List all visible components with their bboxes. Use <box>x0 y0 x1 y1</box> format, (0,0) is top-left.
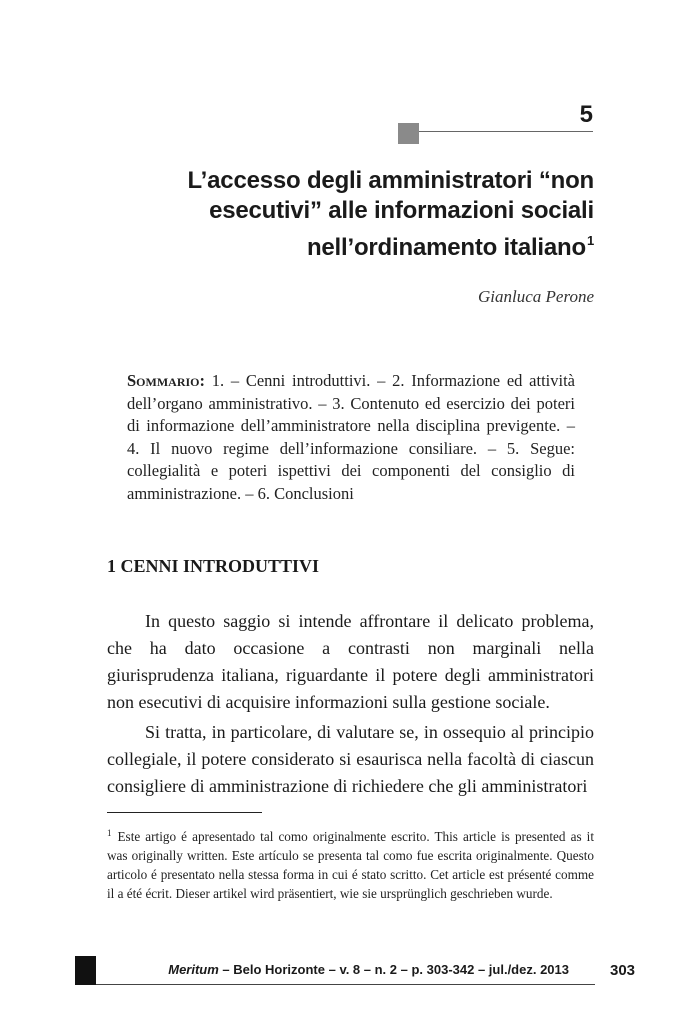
summary-text: 1. – Cenni introduttivi. – 2. Informazione ed attività dell’organo amministrativo. – 3. Contenuto ed esercizio dei poteri di informazione dell’amministratore nella disciplina previgente. – 4. Il nuovo regime dell’informazione consiliare. – 5. Segue: collegialità e poteri ispettivi dei componenti del consiglio di amministrazione. – 6. Conclusioni <box>127 371 575 503</box>
footer-marker-block <box>75 956 96 985</box>
chapter-marker-block <box>398 123 419 144</box>
title-line-1: L’accesso degli amministratori “non <box>187 167 594 194</box>
title-line-3 <box>134 226 594 263</box>
footer-rule <box>96 984 595 985</box>
summary <box>127 370 575 505</box>
author-name: Gianluca Perone <box>478 287 594 306</box>
title-footnote-ref[interactable]: 1 <box>586 233 594 248</box>
journal-name: Meritum <box>168 962 219 977</box>
footnote-mark: 1 <box>107 828 112 838</box>
body-text <box>107 608 594 803</box>
article-title <box>134 166 594 263</box>
body-paragraph-2: Si tratta, in particolare, di valutare se, in ossequio al principio collegiale, il potere considerato si esaurisca nella facoltà di ciascun consigliere di amministrazione di richiedere che gli amministratori <box>107 722 594 796</box>
footnote-text: Este artigo é apresentado tal como originalmente escrito. This article is presented as it was originally written. Este artículo se presenta tal como fue escrita originalmente. Questo articolo é presentato nella stessa forma in cui é stato scritto. Cet article est présenté comme il a été écrit. Dieser artikel wird präsentiert, wie sie ursprünglich geschrieben wurde. <box>107 829 594 901</box>
chapter-rule <box>398 131 593 132</box>
footer-citation <box>168 962 569 977</box>
title-line-3-text: nell’ordinamento italiano <box>306 234 586 261</box>
section-heading: 1 CENNI INTRODUTTIVI <box>107 556 320 576</box>
body-paragraph-1: In questo saggio si intende affrontare il delicato problema, che ha dato occasione a contrasti non marginali nella giurisprudenza italiana, riguardante il potere degli amministratori non esecutivi di acquisire informazioni sulla gestione sociale. <box>107 611 594 712</box>
citation-text: – Belo Horizonte – v. 8 – n. 2 – p. 303-342 – jul./dez. 2013 <box>218 962 569 977</box>
summary-label: Sommario: <box>127 371 205 390</box>
chapter-number: 5 <box>579 101 593 128</box>
page-number: 303 <box>610 962 636 979</box>
footnote <box>107 824 594 903</box>
title-line-2: esecutivi” alle informazioni sociali <box>209 197 594 224</box>
footnote-separator <box>107 812 262 813</box>
